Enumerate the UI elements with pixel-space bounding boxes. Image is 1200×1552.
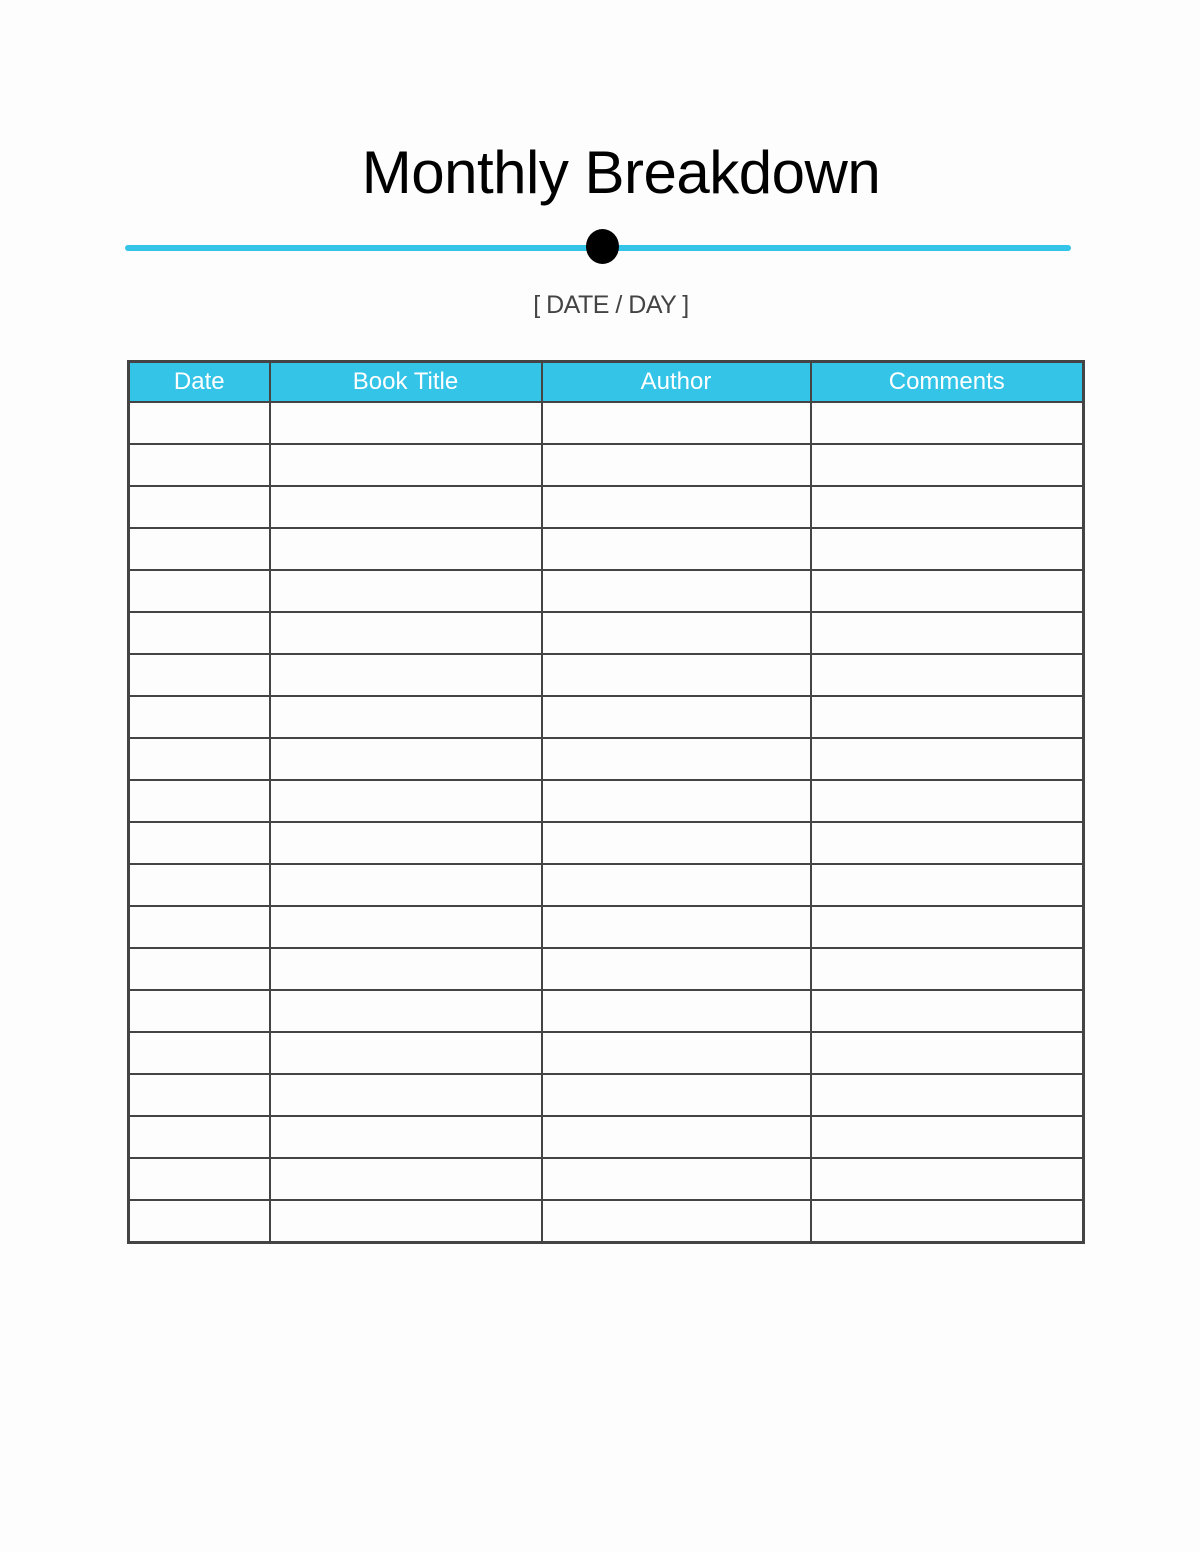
cell-book-title[interactable] <box>270 864 542 906</box>
cell-book-title[interactable] <box>270 654 542 696</box>
cell-comments[interactable] <box>811 486 1084 528</box>
cell-author[interactable] <box>542 864 811 906</box>
table-row <box>129 570 1084 612</box>
cell-date[interactable] <box>129 738 270 780</box>
cell-author[interactable] <box>542 402 811 444</box>
cell-book-title[interactable] <box>270 906 542 948</box>
cell-book-title[interactable] <box>270 948 542 990</box>
cell-date[interactable] <box>129 906 270 948</box>
table-row <box>129 780 1084 822</box>
cell-comments[interactable] <box>811 738 1084 780</box>
cell-author[interactable] <box>542 1200 811 1243</box>
table-body <box>129 402 1084 1243</box>
cell-comments[interactable] <box>811 402 1084 444</box>
table-row <box>129 990 1084 1032</box>
cell-book-title[interactable] <box>270 1200 542 1243</box>
cell-comments[interactable] <box>811 1116 1084 1158</box>
table-row <box>129 1032 1084 1074</box>
cell-date[interactable] <box>129 864 270 906</box>
cell-author[interactable] <box>542 486 811 528</box>
cell-author[interactable] <box>542 738 811 780</box>
cell-date[interactable] <box>129 696 270 738</box>
cell-author[interactable] <box>542 696 811 738</box>
cell-date[interactable] <box>129 822 270 864</box>
cell-date[interactable] <box>129 1116 270 1158</box>
cell-date[interactable] <box>129 1032 270 1074</box>
table-row <box>129 822 1084 864</box>
divider-dot-icon <box>586 229 619 264</box>
cell-comments[interactable] <box>811 906 1084 948</box>
cell-comments[interactable] <box>811 1074 1084 1116</box>
table-row <box>129 444 1084 486</box>
cell-book-title[interactable] <box>270 990 542 1032</box>
cell-author[interactable] <box>542 654 811 696</box>
cell-date[interactable] <box>129 612 270 654</box>
cell-book-title[interactable] <box>270 444 542 486</box>
cell-comments[interactable] <box>811 948 1084 990</box>
cell-book-title[interactable] <box>270 1032 542 1074</box>
cell-book-title[interactable] <box>270 1158 542 1200</box>
column-header-book-title: Book Title <box>270 362 542 403</box>
table-row <box>129 654 1084 696</box>
column-header-date: Date <box>129 362 270 403</box>
table-row <box>129 486 1084 528</box>
cell-book-title[interactable] <box>270 612 542 654</box>
cell-book-title[interactable] <box>270 780 542 822</box>
reading-log-table <box>127 360 1085 1244</box>
cell-book-title[interactable] <box>270 1074 542 1116</box>
cell-date[interactable] <box>129 570 270 612</box>
cell-author[interactable] <box>542 906 811 948</box>
cell-author[interactable] <box>542 528 811 570</box>
cell-comments[interactable] <box>811 864 1084 906</box>
cell-comments[interactable] <box>811 612 1084 654</box>
table-row <box>129 696 1084 738</box>
table-header-row <box>129 362 1084 403</box>
cell-book-title[interactable] <box>270 570 542 612</box>
table-row <box>129 1074 1084 1116</box>
cell-book-title[interactable] <box>270 528 542 570</box>
cell-book-title[interactable] <box>270 738 542 780</box>
cell-book-title[interactable] <box>270 696 542 738</box>
cell-author[interactable] <box>542 444 811 486</box>
cell-comments[interactable] <box>811 1158 1084 1200</box>
cell-date[interactable] <box>129 780 270 822</box>
cell-book-title[interactable] <box>270 402 542 444</box>
cell-author[interactable] <box>542 1158 811 1200</box>
cell-comments[interactable] <box>811 1032 1084 1074</box>
cell-date[interactable] <box>129 444 270 486</box>
table-row <box>129 948 1084 990</box>
table-row <box>129 528 1084 570</box>
table-row <box>129 1200 1084 1243</box>
cell-author[interactable] <box>542 822 811 864</box>
table-row <box>129 1158 1084 1200</box>
cell-author[interactable] <box>542 570 811 612</box>
cell-book-title[interactable] <box>270 486 542 528</box>
table-row <box>129 612 1084 654</box>
cell-book-title[interactable] <box>270 822 542 864</box>
cell-author[interactable] <box>542 780 811 822</box>
cell-comments[interactable] <box>811 990 1084 1032</box>
cell-book-title[interactable] <box>270 1116 542 1158</box>
table-row <box>129 906 1084 948</box>
cell-comments[interactable] <box>811 654 1084 696</box>
cell-date[interactable] <box>129 654 270 696</box>
cell-date[interactable] <box>129 486 270 528</box>
cell-date[interactable] <box>129 948 270 990</box>
cell-author[interactable] <box>542 1074 811 1116</box>
date-day-placeholder: [ DATE / DAY ] <box>533 291 689 319</box>
table-row <box>129 864 1084 906</box>
table-row <box>129 1116 1084 1158</box>
cell-comments[interactable] <box>811 444 1084 486</box>
cell-author[interactable] <box>542 990 811 1032</box>
cell-date[interactable] <box>129 1074 270 1116</box>
cell-comments[interactable] <box>811 570 1084 612</box>
cell-author[interactable] <box>542 1116 811 1158</box>
cell-author[interactable] <box>542 612 811 654</box>
cell-comments[interactable] <box>811 696 1084 738</box>
cell-date[interactable] <box>129 1158 270 1200</box>
cell-date[interactable] <box>129 1200 270 1243</box>
cell-comments[interactable] <box>811 822 1084 864</box>
cell-date[interactable] <box>129 402 270 444</box>
table-row <box>129 402 1084 444</box>
cell-comments[interactable] <box>811 1200 1084 1243</box>
cell-date[interactable] <box>129 990 270 1032</box>
table-row <box>129 738 1084 780</box>
cell-author[interactable] <box>542 1032 811 1074</box>
cell-comments[interactable] <box>811 780 1084 822</box>
cell-comments[interactable] <box>811 528 1084 570</box>
column-header-comments: Comments <box>811 362 1084 403</box>
cell-date[interactable] <box>129 528 270 570</box>
column-header-author: Author <box>542 362 811 403</box>
cell-author[interactable] <box>542 948 811 990</box>
page-title: Monthly Breakdown <box>361 139 881 206</box>
